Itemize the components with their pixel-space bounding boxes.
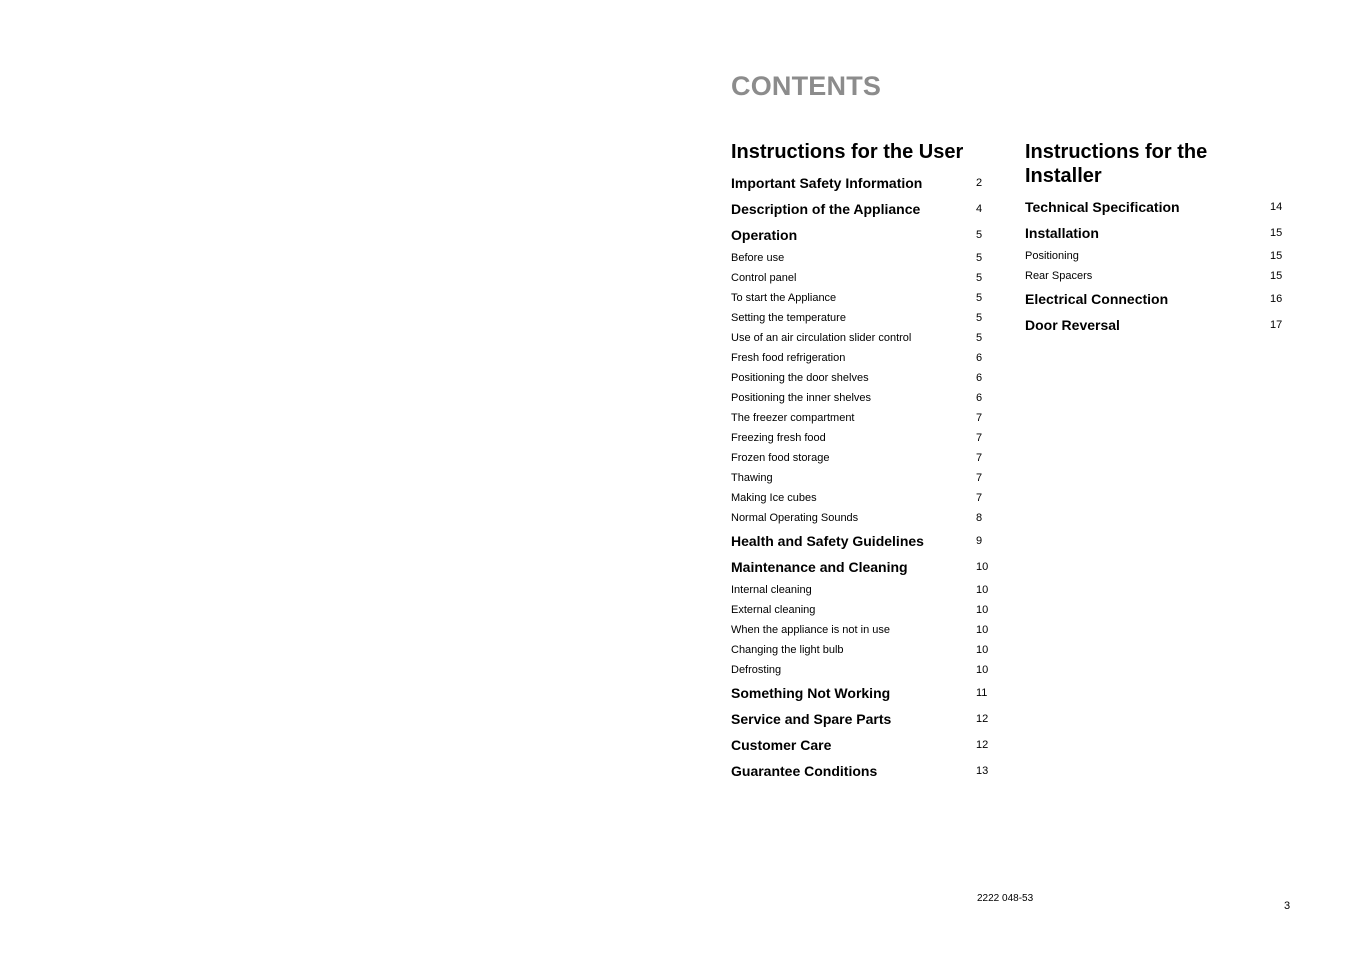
- document-code: 2222 048-53: [977, 893, 1034, 904]
- toc-entry-label: Maintenance and Cleaning: [731, 559, 908, 575]
- toc-entry-page-number: 10: [976, 624, 989, 636]
- toc-section-entry: [731, 196, 991, 222]
- toc-entry-page-number: 15: [1270, 270, 1283, 282]
- toc-entry-label: Service and Spare Parts: [731, 711, 892, 727]
- toc-subsection-entry: [731, 428, 991, 448]
- toc-entry-page-number: 5: [976, 332, 983, 344]
- toc-subsection-entry: [731, 660, 991, 680]
- toc-subsection-entry: [731, 248, 991, 268]
- toc-entry-page-number: 7: [976, 472, 983, 484]
- user-toc-list: [731, 170, 991, 784]
- toc-entry-page-number: 11: [976, 687, 988, 699]
- toc-entry-label: Thawing: [731, 472, 773, 484]
- toc-subsection-entry: [731, 328, 991, 348]
- toc-entry-label: Freezing fresh food: [731, 432, 826, 444]
- toc-entry-label: Installation: [1025, 225, 1099, 241]
- toc-entry-label: External cleaning: [731, 604, 816, 616]
- toc-entry-label: Rear Spacers: [1025, 270, 1093, 282]
- toc-subsection-entry: [731, 308, 991, 328]
- toc-subsection-entry: [731, 268, 991, 288]
- toc-entry-label: Description of the Appliance: [731, 201, 921, 217]
- user-instructions-heading: Instructions for the User: [731, 141, 964, 163]
- toc-entry-label: Guarantee Conditions: [731, 763, 878, 779]
- toc-entry-page-number: 5: [976, 272, 983, 284]
- toc-subsection-entry: [731, 368, 991, 388]
- toc-subsection-entry: [1025, 246, 1287, 266]
- user-instructions-section: [731, 140, 991, 784]
- toc-subsection-entry: [731, 488, 991, 508]
- toc-entry-page-number: 10: [976, 664, 989, 676]
- toc-entry-page-number: 15: [1270, 227, 1283, 239]
- toc-section-entry: [731, 732, 991, 758]
- toc-entry-page-number: 7: [976, 452, 983, 464]
- toc-section-entry: [731, 680, 991, 706]
- toc-section-entry: [731, 222, 991, 248]
- toc-subsection-entry: [731, 620, 991, 640]
- toc-section-entry: [1025, 220, 1287, 246]
- toc-subsection-entry: [731, 408, 991, 428]
- toc-entry-label: Something Not Working: [731, 685, 891, 701]
- installer-toc-list: [1025, 194, 1287, 338]
- toc-subsection-entry: [731, 580, 991, 600]
- toc-entry-label: Normal Operating Sounds: [731, 512, 859, 524]
- toc-entry-label: Positioning: [1025, 250, 1079, 262]
- toc-entry-page-number: 10: [976, 644, 989, 656]
- toc-entry-label: Technical Specification: [1025, 199, 1180, 215]
- toc-section-entry: [1025, 194, 1287, 220]
- toc-entry-label: Internal cleaning: [731, 584, 812, 596]
- toc-section-entry: [731, 706, 991, 732]
- toc-entry-label: Customer Care: [731, 737, 832, 753]
- toc-subsection-entry: [731, 288, 991, 308]
- toc-section-entry: [731, 170, 991, 196]
- page-title: CONTENTS: [731, 71, 882, 101]
- toc-entry-label: Before use: [731, 252, 785, 264]
- toc-subsection-entry: [731, 508, 991, 528]
- toc-entry-label: Door Reversal: [1025, 317, 1120, 333]
- toc-entry-page-number: 16: [1270, 293, 1283, 305]
- toc-entry-label: To start the Appliance: [731, 292, 837, 304]
- toc-entry-page-number: 10: [976, 584, 989, 596]
- toc-entry-page-number: 10: [976, 604, 989, 616]
- toc-entry-label: Control panel: [731, 272, 797, 284]
- toc-entry-label: Use of an air circulation slider control: [731, 332, 912, 344]
- toc-entry-page-number: 5: [976, 292, 983, 304]
- toc-entry-page-number: 17: [1270, 319, 1283, 331]
- toc-entry-label: Positioning the inner shelves: [731, 392, 872, 404]
- toc-entry-page-number: 7: [976, 492, 983, 504]
- toc-entry-page-number: 4: [976, 203, 983, 215]
- toc-entry-label: Setting the temperature: [731, 312, 846, 324]
- toc-entry-label: Operation: [731, 227, 798, 243]
- toc-entry-page-number: 10: [976, 561, 989, 573]
- toc-section-entry: [1025, 312, 1287, 338]
- toc-subsection-entry: [731, 348, 991, 368]
- toc-entry-page-number: 13: [976, 765, 989, 777]
- toc-entry-page-number: 6: [976, 372, 983, 384]
- installer-heading-line2: Installer: [1025, 165, 1102, 187]
- toc-entry-page-number: 12: [976, 739, 989, 751]
- toc-subsection-entry: [731, 448, 991, 468]
- toc-section-entry: [731, 758, 991, 784]
- page-number: 3: [1284, 900, 1291, 912]
- toc-entry-page-number: 14: [1270, 201, 1283, 213]
- toc-entry-label: Health and Safety Guidelines: [731, 533, 924, 549]
- toc-entry-label: Making Ice cubes: [731, 492, 817, 504]
- toc-entry-label: Frozen food storage: [731, 452, 830, 464]
- toc-entry-label: Positioning the door shelves: [731, 372, 869, 384]
- toc-entry-label: Defrosting: [731, 664, 782, 676]
- toc-entry-label: Fresh food refrigeration: [731, 352, 846, 364]
- toc-entry-page-number: 6: [976, 392, 983, 404]
- toc-entry-page-number: 12: [976, 713, 989, 725]
- toc-entry-label: The freezer compartment: [731, 412, 855, 424]
- toc-subsection-entry: [731, 640, 991, 660]
- installer-instructions-heading: [1025, 140, 1287, 188]
- toc-section-entry: [731, 528, 991, 554]
- installer-instructions-section: [1025, 140, 1287, 338]
- installer-heading-line1: Instructions for the: [1025, 141, 1208, 163]
- toc-entry-page-number: 7: [976, 432, 983, 444]
- toc-subsection-entry: [731, 600, 991, 620]
- toc-subsection-entry: [731, 468, 991, 488]
- toc-entry-page-number: 8: [976, 512, 983, 524]
- toc-section-entry: [731, 554, 991, 580]
- toc-entry-page-number: 5: [976, 252, 983, 264]
- toc-entry-label: Changing the light bulb: [731, 644, 844, 656]
- toc-entry-page-number: 5: [976, 312, 983, 324]
- toc-entry-page-number: 6: [976, 352, 983, 364]
- toc-entry-page-number: 9: [976, 535, 983, 547]
- toc-subsection-entry: [731, 388, 991, 408]
- toc-entry-page-number: 7: [976, 412, 983, 424]
- toc-entry-page-number: 2: [976, 177, 983, 189]
- toc-entry-page-number: 15: [1270, 250, 1283, 262]
- toc-entry-label: When the appliance is not in use: [731, 624, 890, 636]
- toc-entry-label: Electrical Connection: [1025, 291, 1169, 307]
- toc-entry-label: Important Safety Information: [731, 175, 923, 191]
- toc-section-entry: [1025, 286, 1287, 312]
- toc-subsection-entry: [1025, 266, 1287, 286]
- toc-entry-page-number: 5: [976, 229, 983, 241]
